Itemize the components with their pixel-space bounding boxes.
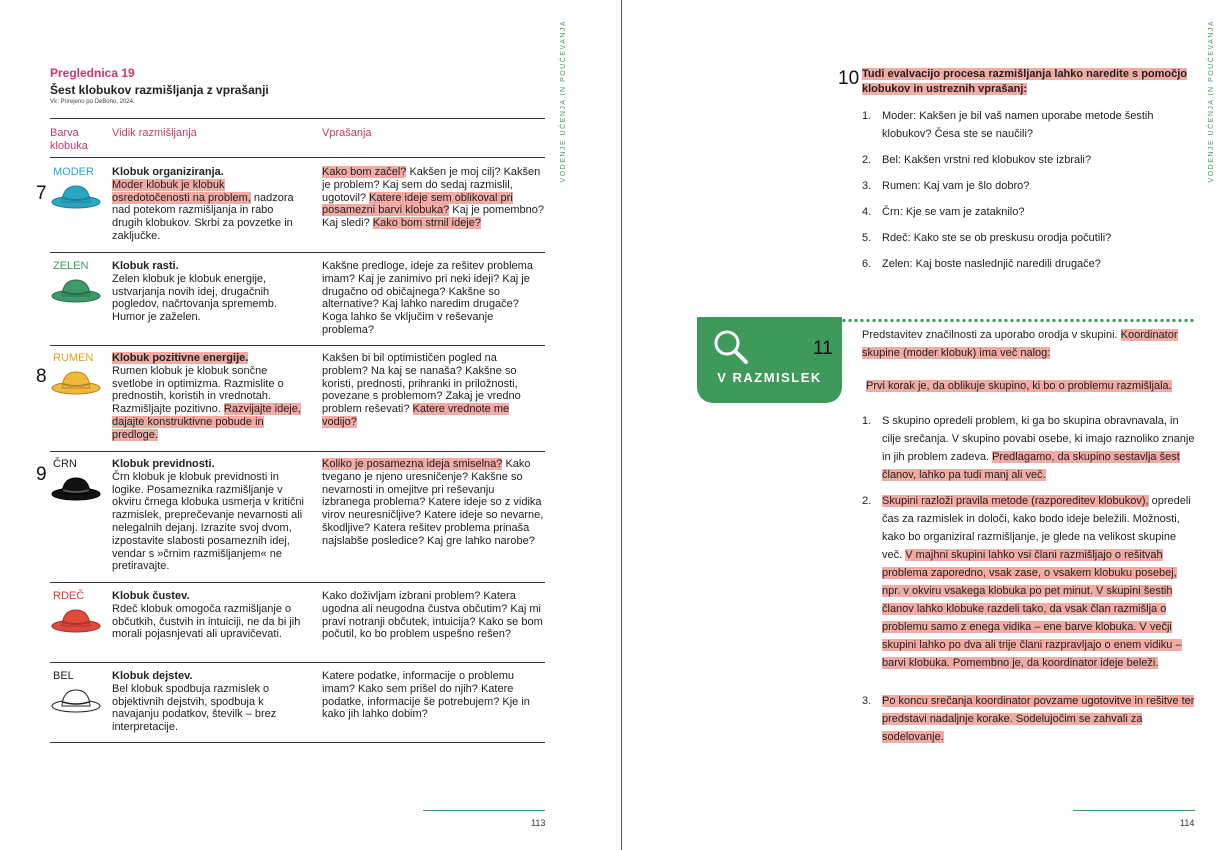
- hat-color-name: RUMEN: [53, 352, 94, 364]
- step-number: 3.: [862, 695, 872, 707]
- table-row-moder: [50, 166, 545, 248]
- hat-title: Klobuk organiziranja.: [112, 166, 224, 178]
- green-hat-icon: [50, 274, 102, 304]
- hat-questions: [322, 458, 544, 548]
- desc-text: Zelen klobuk je klobuk energije, ustvarjanja novih idej, drugačnih pogledov, načrtovanja sprememb. Humor je zaželen.: [112, 272, 277, 324]
- annotation-mark: 11: [813, 338, 833, 359]
- hat-title: Klobuk previdnosti.: [112, 458, 215, 470]
- step-number: 2.: [862, 495, 872, 507]
- question-highlight: Koliko je posamezna ideja smiselna?: [322, 458, 503, 470]
- question-text: Kakšen bi bil optimističen pogled na problem? Na kaj se nanaša? Kakšne so koristi, prednosti, prihranki in priložnosti, povezane s problemom? Zakaj je vredno problem reševati?: [322, 352, 521, 416]
- header-bottom-rule: [50, 157, 545, 158]
- hat-description: [112, 166, 305, 243]
- hat-questions: [322, 352, 544, 429]
- desc-text: Črn klobuk je klobuk previdnosti in logike. Posameznika razmišljanje v okviru črnega klobuka usmerja v kritični razmislek, preprečevanje nevarnosti ali nelegalnih dejanj. Izrazite svoj dvom, izpostavite slabosti posameznih idej, vendar s »črnim razmišljanjem« ne pretiravajte.: [112, 470, 304, 573]
- table-row-zelen: [50, 260, 545, 342]
- black-hat-icon: [50, 472, 102, 502]
- step-highlight: Predlagamo, da skupino sestavlja šest članov, lahko pa tudi manj ali več.: [882, 451, 1180, 481]
- hat-questions: Kako doživljam izbrani problem? Katera ugodna ali neugodna čustva občutim? Kaj mi pravi notranji občutek, intuicija? Kako se bom počutil, ko bo problem uspešno rešen?: [322, 590, 543, 641]
- question-text: Kako tvegano je njeno uresničenje? Kakšne so nevarnosti in omejitve pri reševanju izbranega problema? Katere ideje so z vidika virov neuresničljive? Katere ideje so nevarne, škodljive? Katera rešitev problema prinaša najslabše posledice? Kaj gre lahko narobe?: [322, 458, 544, 547]
- page-gutter: [621, 0, 622, 850]
- badge-label: V RAZMISLEK: [717, 370, 822, 385]
- item-number: 1.: [862, 110, 872, 122]
- footer-rule-right: [1073, 810, 1195, 811]
- hat-description: [112, 670, 305, 734]
- item-text: Rdeč: Kako ste se ob preskusu orodja počutili?: [882, 232, 1112, 244]
- step-number: 1.: [862, 415, 872, 427]
- hat-color-name: ČRN: [53, 458, 77, 470]
- hat-color-name: BEL: [53, 670, 74, 682]
- table-top-rule: [50, 118, 545, 119]
- red-hat-icon: [50, 604, 102, 634]
- item-text: Moder: Kakšen je bil vaš namen uporabe metode šestih klobukov? Česa ste se naučili?: [882, 110, 1154, 140]
- annotation-mark: 7: [36, 183, 47, 204]
- side-label-left: VODENJE UČENJA IN POUČEVANJA: [560, 20, 567, 183]
- desc-text: nadzora nad potekom razmišljanja in rabo drugih klobukov. Skrbi za povzetke in zaključke.: [112, 191, 294, 242]
- col-header-aspect: Vidik razmišljanja: [112, 127, 197, 139]
- hat-title: Klobuk dejstev.: [112, 670, 193, 682]
- intro2-text: Predstavitev značilnosti za uporabo orodja v skupini.: [862, 329, 1121, 341]
- hat-title: Klobuk čustev.: [112, 590, 190, 602]
- desc-highlight: Razvijajte ideje, dajajte konstruktivne pobude in predloge.: [112, 403, 301, 441]
- hat-description: [112, 260, 305, 324]
- question-highlight: Kako bom začel?: [322, 166, 407, 178]
- question-highlight: Katere vrednote me vodijo?: [322, 403, 510, 428]
- desc-text: Rumen klobuk je klobuk sončne svetlobe in optimizma. Razmislite o prednostih, koristih in vrednotah. Razmišljajte pozitivno.: [112, 364, 284, 416]
- step-highlight: V majhni skupini lahko vsi člani razmišljajo o rešitvah problema zaporedno, vsak zase, o vsakem klobuku posebej, npr. v okviru vsakega klobuka po pet minut. V skupini šestih članov lahko klobuke razdeli tako, da vsak član razmišlja o problemu samo z enega vidika – ene barve klobuka. V večji skupini lahko po dva ali trije člani razpravljajo o enem vidiku – barvi klobuka. Pomembno je, da koordinator ideje beleži.: [882, 549, 1182, 669]
- hat-color-name: ZELEN: [53, 260, 89, 272]
- hat-color-name: RDEČ: [53, 590, 85, 602]
- reflection-badge: [697, 317, 842, 403]
- page-number-right: 114: [1180, 818, 1195, 828]
- annotation-mark: 9: [36, 464, 47, 485]
- table-label: Preglednica 19: [50, 66, 135, 80]
- annotation-mark: 10: [838, 68, 860, 89]
- footer-rule-left: [423, 810, 545, 811]
- group-intro: [862, 326, 1197, 362]
- hat-description: [112, 458, 305, 573]
- question-highlight: Kako bom strnil ideje?: [372, 217, 481, 230]
- hat-description: [112, 352, 305, 442]
- yellow-hat-icon: [50, 366, 102, 396]
- question-text: Kaj je pomembno? Kaj sledi?: [322, 204, 544, 230]
- hat-color-name: MODER: [53, 166, 94, 178]
- table-source: Vir: Prirejeno po DeBono, 2024.: [50, 99, 135, 105]
- col-header-questions: Vprašanja: [322, 127, 372, 139]
- table-row-crn: [50, 458, 545, 578]
- row-rule: [50, 662, 545, 663]
- first-step-highlight: Prvi korak je, da oblikuje skupino, ki bo o problemu razmišljala.: [866, 380, 1172, 392]
- row-rule: [50, 451, 545, 452]
- step-1: [882, 412, 1197, 484]
- col-header-color: [50, 127, 88, 153]
- table-row-bel: [50, 670, 545, 740]
- annotation-mark: 8: [36, 366, 47, 387]
- step-text: opredeli čas za razmislek in določi, kako bodo ideje beležili. Možnosti, kako bo organiziral razmišljanje, je glede na velikost skupine več.: [882, 495, 1191, 561]
- white-hat-icon: [50, 684, 102, 714]
- page-number-left: 113: [531, 818, 546, 828]
- item-text: Črn: Kje se vam je zataknilo?: [882, 206, 1025, 218]
- question-text: Kakšen je moj cilj? Kakšen je problem? Kaj sem do sedaj razmislil, ugotovil?: [322, 166, 541, 204]
- evaluation-intro: [862, 67, 1202, 97]
- item-number: 4.: [862, 206, 872, 218]
- col-header-color-line2: klobuka: [50, 140, 88, 152]
- item-text: Zelen: Kaj boste naslednjič naredili drugače?: [882, 258, 1101, 270]
- step-highlight: Po koncu srečanja koordinator povzame ugotovitve in rešitve ter predstavi nadaljnje korake. Sodelujočim se zahvali za sodelovanje.: [882, 695, 1195, 743]
- table-row-rumen: [50, 352, 545, 444]
- step-highlight: Skupini razloži pravila metode (razporeditev klobukov),: [882, 495, 1149, 507]
- item-text: Bel: Kakšen vrstni red klobukov ste izbrali?: [882, 154, 1092, 166]
- table-title: Šest klobukov razmišljanja z vprašanji: [50, 83, 269, 97]
- hat-description: [112, 590, 305, 641]
- question-highlight: Katere ideje sem oblikoval pri posamezni barvi klobuka?: [322, 191, 513, 217]
- hat-questions: Kakšne predloge, ideje za rešitev problema imam? Kaj je zanimivo pri neki ideji? Kaj je drugačno od običajnega? Kakšne so alternative? Kaj lahko naredim drugače? Koga lahko še vključim v reševanje problema?: [322, 260, 533, 336]
- step-3: [882, 692, 1197, 746]
- desc-highlight: Moder klobuk je klobuk osredotočenosti na problem,: [112, 178, 251, 204]
- step-text: S skupino opredeli problem, ki ga bo skupina obravnavala, in cilje srečanja. V skupino povabi osebe, ki imajo raznoliko znanje in jih problem zadeva.: [882, 415, 1195, 463]
- item-number: 5.: [862, 232, 872, 244]
- item-number: 2.: [862, 154, 872, 166]
- item-number: 3.: [862, 180, 872, 192]
- step-2: [882, 492, 1197, 672]
- row-rule: [50, 345, 545, 346]
- item-number: 6.: [862, 258, 872, 270]
- hat-title: Klobuk pozitivne energije.: [112, 352, 249, 364]
- row-rule: [50, 252, 545, 253]
- desc-text: Rdeč klobuk omogoča razmišljanje o občutkih, čustvih in intuiciji, ne da bi jih morali pojasnjevati ali upravičevati.: [112, 602, 301, 641]
- table-bottom-rule: [50, 742, 545, 743]
- side-label-right: VODENJE UČENJA IN POUČEVANJA: [1208, 20, 1215, 183]
- first-step: [866, 377, 1196, 395]
- hat-title: Klobuk rasti.: [112, 260, 179, 272]
- search-icon: [711, 327, 751, 367]
- hat-questions: Katere podatke, informacije o problemu imam? Kako sem prišel do njih? Katere podatke, informacije še potrebujem? Kje in kako jih lahko dobim?: [322, 670, 530, 721]
- hat-questions: [322, 166, 544, 230]
- col-header-color-line1: Barva: [50, 127, 79, 139]
- item-text: Rumen: Kaj vam je šlo dobro?: [882, 180, 1030, 192]
- desc-text: Bel klobuk spodbuja razmislek o objektivnih dejstvih, spodbuja k navajanju podatkov, številk – brez interpretacije.: [112, 682, 277, 734]
- intro2-highlight: Koordinator skupine (moder klobuk) ima več nalog:: [862, 329, 1178, 359]
- table-row-rdec: [50, 590, 545, 660]
- row-rule: [50, 582, 545, 583]
- intro-highlight: Tudi evalvacijo procesa razmišljanja lahko naredite s pomočjo klobukov in ustreznih vprašanj:: [862, 68, 1188, 95]
- blue-hat-icon: [50, 180, 102, 210]
